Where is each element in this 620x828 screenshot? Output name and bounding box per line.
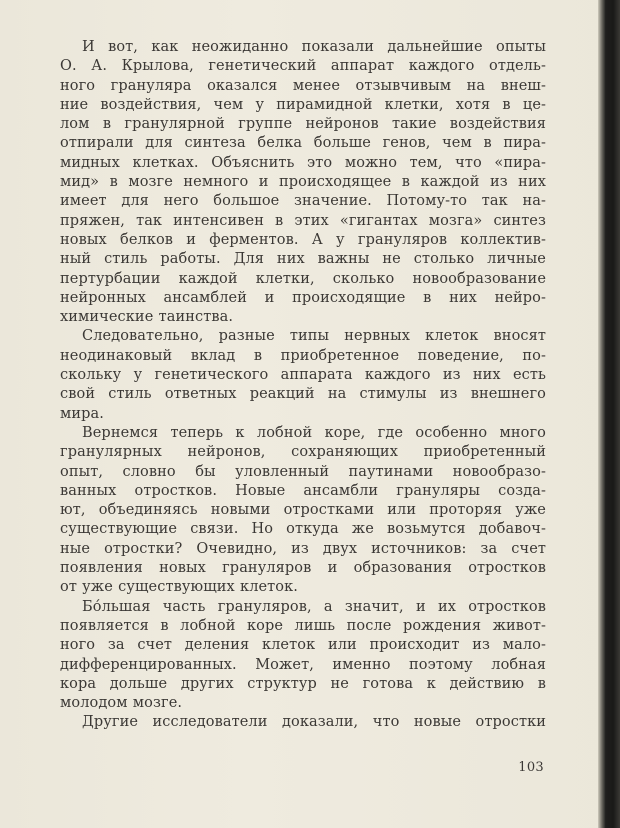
page-number: 103 xyxy=(518,760,544,775)
text-line: О. А. Крылова, генетический аппарат каждого отдель- xyxy=(60,58,546,75)
text-line: ные отростки? Очевидно, из двух источников: за счет xyxy=(60,540,546,557)
text-line: пертурбации каждой клетки, сколько новообразование xyxy=(60,270,546,287)
text-line: дифференцированных. Может, именно поэтому лобная xyxy=(60,656,546,673)
text-line: ный стиль работы. Для них важны не столько личные xyxy=(60,251,546,268)
text-line: молодом мозге. xyxy=(60,695,183,712)
text-line: отпирали для синтеза белка больше генов, чем в пира- xyxy=(60,135,546,152)
text-line: появляется в лобной коре лишь после рождения живот- xyxy=(60,617,546,634)
text-line: ного за счет деления клеток или происходит из мало- xyxy=(60,637,546,654)
text-line: Другие исследователи доказали, что новые отростки xyxy=(82,714,546,731)
text-line: И вот, как неожиданно показали дальнейшие опыты xyxy=(82,39,546,55)
text-line: Бо́льшая часть грануляров, а значит, и их отростков xyxy=(82,598,546,615)
text-line: гранулярных нейронов, сохраняющих приобретенный xyxy=(60,444,546,461)
text-line: мид» в мозге немного и происходящее в каждой из них xyxy=(60,174,546,191)
text-line: Следовательно, разные типы нервных клеток вносят xyxy=(82,328,546,345)
text-line: ного гранулярa оказался менее отзывчивым на внеш- xyxy=(60,77,546,94)
text-line: Вернемся теперь к лобной коре, где особенно много xyxy=(82,424,546,441)
book-spine-shadow xyxy=(598,0,620,828)
text-line: имеет для него большое значение. Потому-то так на- xyxy=(60,193,546,210)
text-line: лом в гранулярной группе нейронов такие воздействия xyxy=(60,116,546,133)
text-line: свой стиль ответных реакций на стимулы из внешнего xyxy=(60,386,546,403)
body-text xyxy=(60,38,546,733)
text-line: появления новых грануляров и образования отростков xyxy=(60,560,546,577)
text-line: мира. xyxy=(60,405,104,422)
text-line: от уже существующих клеток. xyxy=(60,579,299,596)
text-line: опыт, словно бы уловленный паутинами новообразо- xyxy=(60,463,546,480)
text-line: нейронных ансамблей и происходящие в них нейро- xyxy=(60,289,546,306)
text-line: мидных клетках. Объяснить это можно тем, что «пира- xyxy=(60,154,546,171)
text-line: ние воздействия, чем у пирамидной клетки, хотя в це- xyxy=(60,96,546,113)
text-line: пряжен, так интенсивен в этих «гигантах мозга» синтез xyxy=(60,212,546,229)
text-line: неодинаковый вклад в приобретенное поведение, по- xyxy=(60,347,546,364)
text-line: кора дольше других структур не готова к действию в xyxy=(60,675,546,692)
text-line: новых белков и ферментов. А у гранулярoв коллектив- xyxy=(60,231,546,248)
text-line: ванных отростков. Новые ансамбли грануляры созда- xyxy=(60,482,546,499)
text-line: существующие связи. Но откуда же возьмутся добавоч- xyxy=(60,521,546,538)
text-line: химические таинства. xyxy=(60,309,234,326)
text-line: ют, объединяясь новыми отростками или проторяя уже xyxy=(60,502,546,519)
text-line: скольку у генетического аппарата каждого из них есть xyxy=(60,367,546,384)
